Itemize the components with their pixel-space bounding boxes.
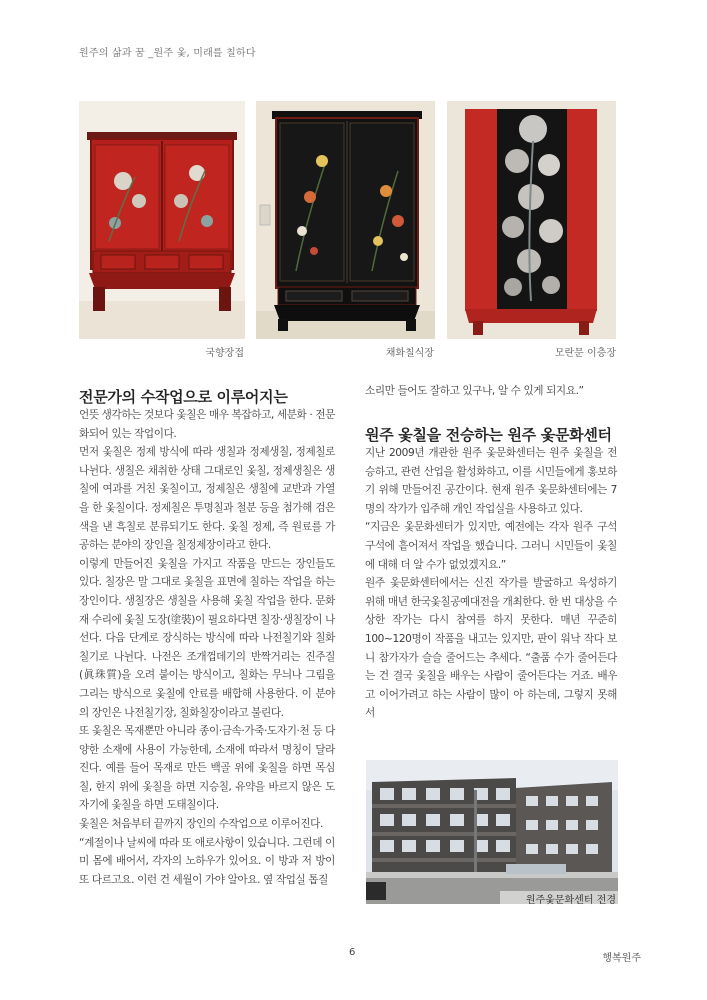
paragraph: 소리만 들어도 잘하고 있구나, 알 수 있게 되지요.”: [365, 385, 584, 397]
peony-two-tier-cabinet-photo: [447, 101, 616, 339]
photo-caption-1: 국향장접: [205, 348, 244, 359]
right-column-body: [365, 444, 617, 723]
culture-center-building-photo: [366, 760, 618, 904]
left-column-body: [79, 406, 335, 889]
paragraph: 옻칠은 처음부터 끝까지 장인의 수작업으로 이루어진다.: [79, 818, 323, 831]
paragraph: “계절이나 날씨에 따라 또 애로사항이 있습니다. 그런데 이미 몸에 배어서, 각자의 노하우가 있어요. 이 방과 저 방이 또 다르고요. 이런 건 세월이 가야 알아요. 옆 작업실 톱질: [79, 836, 335, 886]
red-lacquer-cabinet-photo: [79, 101, 245, 339]
paragraph: 먼저 옻칠은 정제 방식에 따라 생칠과 정제생칠, 정제칠로 나뉜다. 생칠은 채취한 상태 그대로인 옻칠, 정제생칠은 생칠에 여과를 거친 옻칠이고, 정제칠은 생칠에 교반과 가열을 한 옻칠이다. 정제칠은 투명칠과 철분 등을 첨가해 검은색을 낸 흑칠로 분류되기도 한다. 옻칠 정제, 즉 원료를 가공하는 분야의 장인을 칠정제장이라고 한다.: [79, 446, 335, 552]
paragraph: 지난 2009년 개관한 원주 옻문화센터는 원주 옻칠을 전승하고, 관련 산업을 활성화하고, 이를 시민들에게 홍보하기 위해 만들어진 공간이다. 현재 원주 옻문화센터에는 7명의 작가가 입주해 개인 작업실을 사용하고 있다.: [365, 447, 617, 515]
paragraph: 이렇게 만들어진 옻칠을 가지고 작품을 만드는 장인들도 있다. 칠장은 말 그대로 옻칠을 표면에 칠하는 작업을 하는 장인이다. 생칠장은 생칠을 사용해 옻칠 작업을 한다. 문화재 수리에 옻칠 도장(塗裝)이 필요하다면 칠장·생칠장이 나선다. 다음 단계로 장식하는 방식에 따라 나전칠기와 칠화칠기로 나뉜다. 나전은 조개껍데기의 반짝거리는 진주질(眞珠質)을 오려 붙이는 방식이고, 칠화는 무늬나 그림을 그리는 방식으로 옻칠에 안료를 배합해 사용한다. 이 분야의 장인은 나전칠기장, 칠화칠장이라고 불린다.: [79, 557, 335, 719]
photo-caption-4: 원주옻문화센터 전경: [500, 891, 618, 906]
page-number: 6: [349, 947, 356, 958]
right-column-continuation: [365, 382, 617, 401]
magazine-name: 행복원주: [602, 953, 641, 964]
paragraph: 또 옻칠은 목재뿐만 아니라 종이·금속·가죽·도자기·천 등 다양한 소재에 사용이 가능한데, 소재에 따라서 명칭이 달라진다. 예를 들어 목재로 만든 백골 위에 옻칠을 하면 목심칠, 한지 위에 옻칠을 하면 지승칠, 유약을 바르지 않은 도자기에 옻칠을 하면 도태칠이다.: [79, 725, 335, 812]
paragraph: 원주 옻문화센터에서는 신진 작가를 발굴하고 육성하기 위해 매년 한국옻칠공예대전을 개최한다. 한 번 대상을 수상한 작가는 다시 참여를 하지 못한다. 매년 꾸준히 100~120명이 작품을 내고는 있지만, 판이 워낙 작다 보니 참가자가 슬슬 줄어드는 추세다. “출품 수가 줄어든다는 건 결국 옻칠을 배우는 사람이 줄어든다는 거죠. 배우고 이어가려고 하는 사람이 많이 아 하는데, 그렇지 못해서: [365, 577, 617, 720]
section-heading-right: 원주 옻칠을 전승하는 원주 옻문화센터: [365, 426, 612, 444]
section-heading-left: 전문가의 수작업으로 이루어지는: [79, 388, 288, 406]
photo-caption-3: 모란문 이층장: [554, 348, 616, 359]
photo-caption-2: 채화칠식장: [385, 348, 434, 359]
paragraph: 언뜻 생각하는 것보다 옻칠은 매우 복잡하고, 세분화 · 전문화되어 있는 작업이다.: [79, 409, 335, 440]
paragraph: “지금은 옻문화센터가 있지만, 예전에는 각자 원주 구석구석에 흩어져서 작업을 했습니다. 그러니 시민들이 옻칠에 대해 더 알 수가 없었겠지요.”: [365, 521, 617, 571]
black-lacquer-cabinet-photo: [256, 101, 435, 339]
running-header: 원주의 삶과 꿈 _원주 옻, 미래를 칠하다: [79, 48, 256, 59]
